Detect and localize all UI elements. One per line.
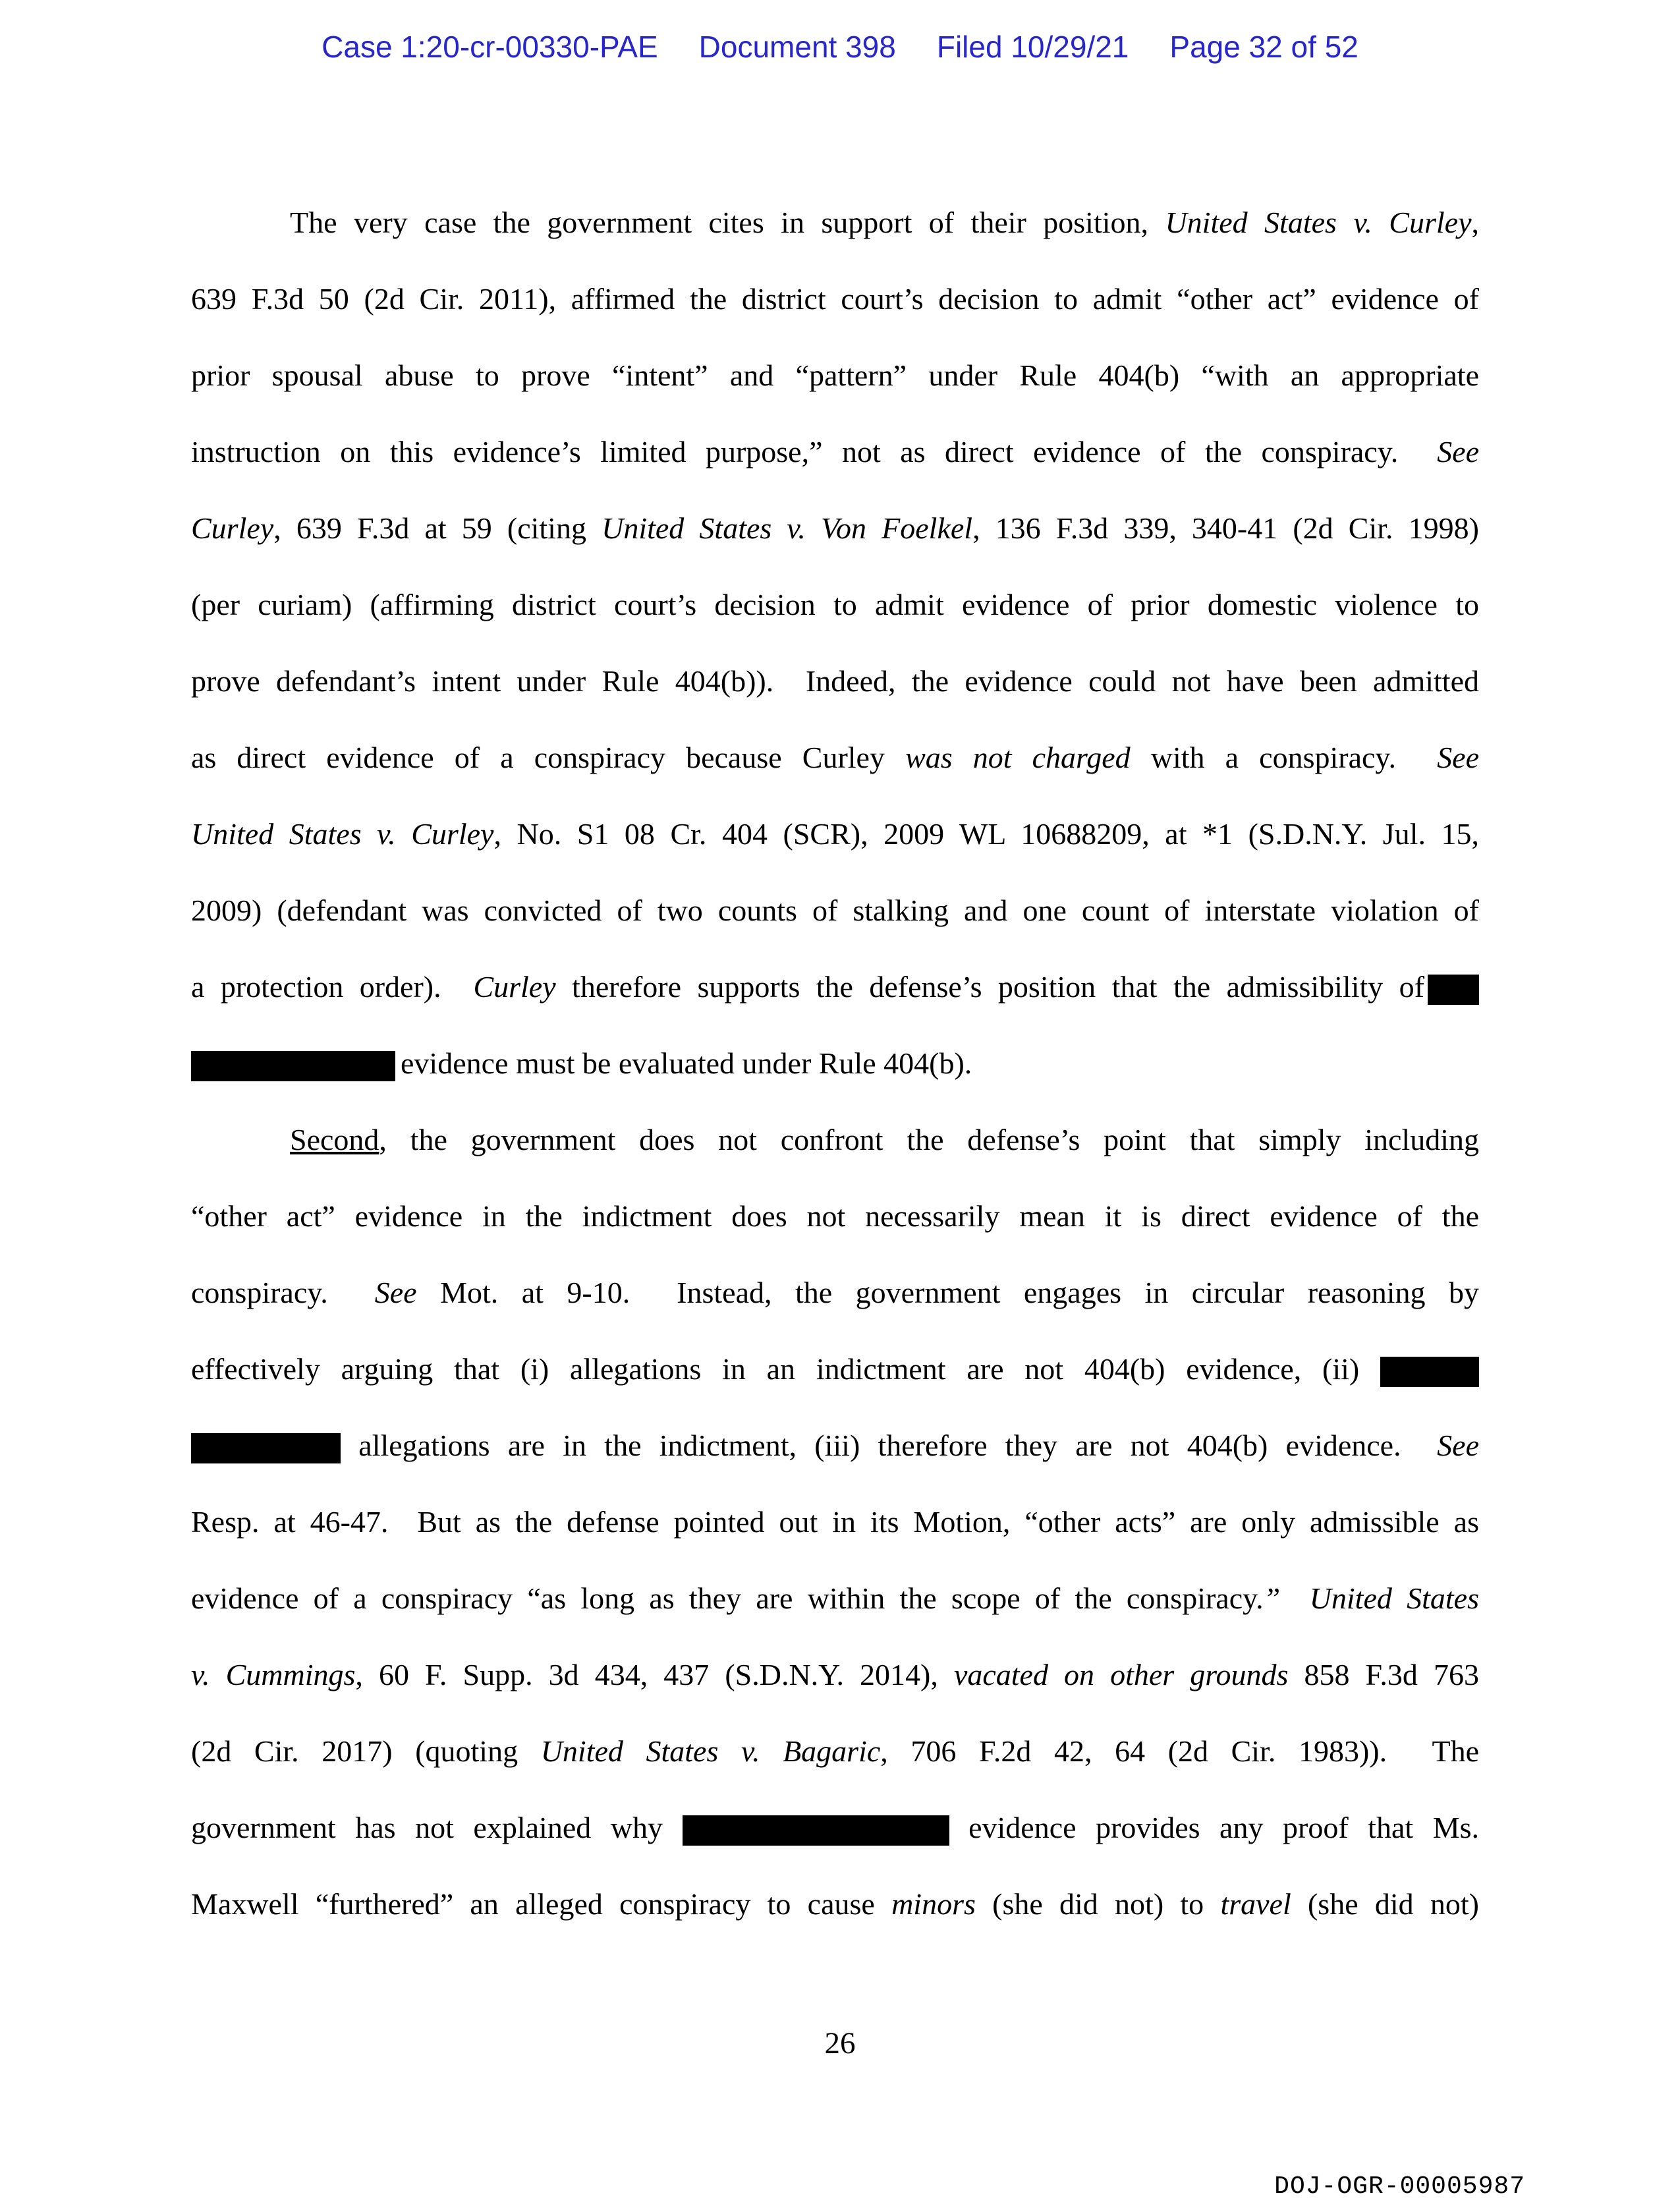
- text-run: with a conspiracy.: [1130, 741, 1438, 774]
- text-line: [191, 567, 1479, 643]
- header-filed-date: Filed 10/29/21: [936, 30, 1129, 64]
- text-run: Resp. at 46-47. But as the defense pointed out in its Motion, “other acts” are only admissible as: [191, 1505, 1479, 1539]
- text-run: conspiracy.: [191, 1276, 375, 1309]
- text-run: (she did not): [1291, 1887, 1479, 1921]
- header-document-number: Document 398: [698, 30, 896, 64]
- text-run: See: [1437, 741, 1479, 774]
- text-line: [191, 1484, 1479, 1560]
- text-run: See: [374, 1276, 417, 1309]
- text-line: [191, 414, 1479, 490]
- text-run: was not charged: [905, 741, 1131, 774]
- text-run: ,: [1471, 206, 1479, 239]
- text-run: Curley: [473, 970, 556, 1004]
- text-line: [191, 1255, 1479, 1331]
- text-run: vacated on other grounds: [953, 1658, 1289, 1691]
- text-line: [191, 720, 1479, 796]
- text-line: [191, 1790, 1479, 1866]
- redaction-box: [683, 1815, 949, 1846]
- text-run: The very case the government cites in support of their position,: [290, 206, 1165, 239]
- text-run: Curley: [191, 511, 274, 545]
- text-run: (2d Cir. 2017) (quoting: [191, 1734, 541, 1768]
- document-body: [191, 184, 1479, 1943]
- header-page-count: Page 32 of 52: [1169, 30, 1358, 64]
- text-line: [191, 1025, 1479, 1102]
- text-run: v. Cummings: [191, 1658, 356, 1691]
- text-line: [191, 643, 1479, 720]
- text-line: [191, 1178, 1479, 1255]
- text-run: , 136 F.3d 339, 340-41 (2d Cir. 1998): [972, 511, 1479, 545]
- page-number: 26: [824, 2026, 856, 2060]
- text-line: [191, 796, 1479, 872]
- redaction-box: [191, 1433, 341, 1463]
- text-line: [191, 1331, 1479, 1407]
- bates-number: DOJ-OGR-00005987: [1274, 2172, 1525, 2201]
- text-run: evidence must be evaluated under Rule 404(b).: [401, 1046, 972, 1080]
- text-run: , the government does not confront the defense’s point that simply including: [379, 1123, 1479, 1156]
- text-line: [191, 1866, 1479, 1943]
- text-line: [191, 1713, 1479, 1790]
- text-run: United States v. Curley: [1165, 206, 1472, 239]
- text-run: Second: [290, 1123, 379, 1156]
- text-run: 2009) (defendant was convicted of two counts of stalking and one count of interstate violation of: [191, 893, 1479, 927]
- text-run: a protection order).: [191, 970, 474, 1004]
- text-line: [191, 337, 1479, 414]
- text-run: 858 F.3d 763: [1288, 1658, 1479, 1691]
- text-run: ” United States: [1263, 1581, 1479, 1615]
- text-line: [191, 1407, 1479, 1484]
- text-run: allegations are in the indictment, (iii) therefore they are not 404(b) evidence.: [341, 1429, 1438, 1462]
- text-run: (per curiam) (affirming district court’s decision to admit evidence of prior domestic violence to: [191, 588, 1479, 621]
- redaction-box: [1428, 975, 1479, 1005]
- text-run: Mot. at 9-10. Instead, the government engages in circular reasoning by: [416, 1276, 1479, 1309]
- text-run: prior spousal abuse to prove “intent” and “pattern” under Rule 404(b) “with an appropriate: [191, 358, 1479, 392]
- redaction-box: [191, 1051, 395, 1081]
- text-line: [191, 949, 1479, 1025]
- text-line: [191, 490, 1479, 567]
- text-run: evidence provides any proof that Ms.: [949, 1811, 1479, 1844]
- text-line: [191, 1102, 1479, 1178]
- text-run: , No. S1 08 Cr. 404 (SCR), 2009 WL 10688209, at *1 (S.D.N.Y. Jul. 15,: [493, 817, 1479, 851]
- text-run: (she did not) to: [975, 1887, 1221, 1921]
- text-run: Maxwell “furthered” an alleged conspiracy to cause: [191, 1887, 892, 1921]
- text-run: See: [1437, 1429, 1479, 1462]
- text-run: “other act” evidence in the indictment does not necessarily mean it is direct evidence of the: [191, 1199, 1479, 1233]
- text-run: evidence of a conspiracy “as long as they are within the scope of the conspiracy.: [191, 1581, 1264, 1615]
- text-line: [191, 261, 1479, 337]
- text-run: prove defendant’s intent under Rule 404(b)). Indeed, the evidence could not have been admitted: [191, 664, 1479, 698]
- text-run: , 60 F. Supp. 3d 434, 437 (S.D.N.Y. 2014),: [355, 1658, 954, 1691]
- text-run: minors: [891, 1887, 976, 1921]
- text-line: [191, 1637, 1479, 1713]
- text-run: United States v. Curley: [191, 817, 494, 851]
- text-run: instruction on this evidence’s limited purpose,” not as direct evidence of the conspiracy.: [191, 435, 1438, 468]
- case-header: [0, 29, 1680, 65]
- text-run: 639 F.3d 50 (2d Cir. 2011), affirmed the district court’s decision to admit “other act” evidence of: [191, 282, 1479, 316]
- text-run: United States v. Bagaric: [540, 1734, 881, 1768]
- text-run: therefore supports the defense’s position that the admissibility of: [555, 970, 1424, 1004]
- header-case-number: Case 1:20-cr-00330-PAE: [322, 30, 658, 64]
- text-run: , 639 F.3d at 59 (citing: [273, 511, 602, 545]
- text-run: as direct evidence of a conspiracy because Curley: [191, 741, 906, 774]
- text-run: government has not explained why: [191, 1811, 683, 1844]
- redaction-box: [1380, 1357, 1479, 1387]
- text-line: [191, 872, 1479, 949]
- text-line: [191, 184, 1479, 261]
- text-run: See: [1437, 435, 1479, 468]
- text-run: effectively arguing that (i) allegations in an indictment are not 404(b) evidence, (ii): [191, 1352, 1380, 1386]
- text-run: , 706 F.2d 42, 64 (2d Cir. 1983)). The: [880, 1734, 1479, 1768]
- text-run: United States v. Von Foelkel: [602, 511, 973, 545]
- text-run: travel: [1220, 1887, 1291, 1921]
- text-line: [191, 1560, 1479, 1637]
